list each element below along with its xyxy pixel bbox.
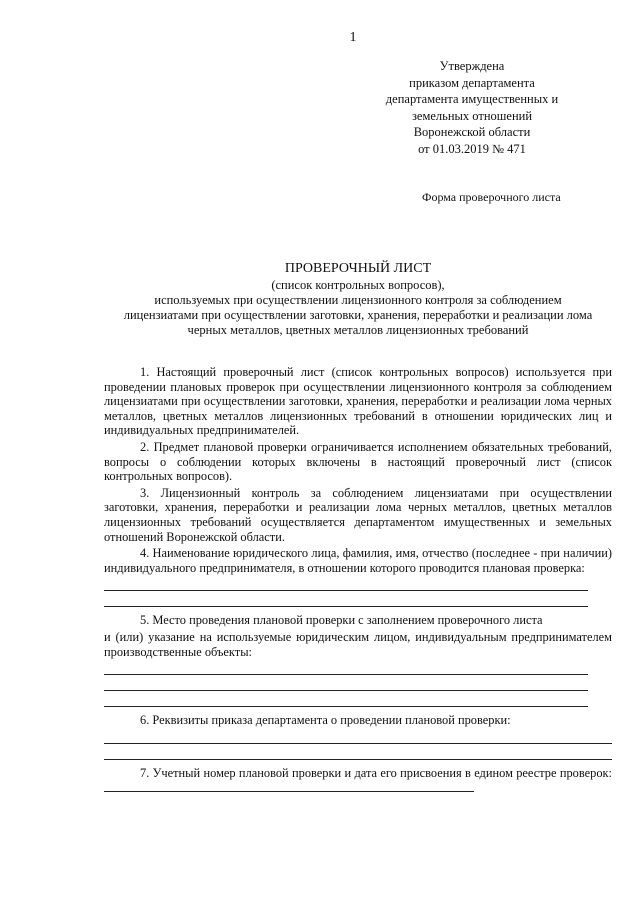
fill-line[interactable]	[104, 593, 588, 607]
fill-line[interactable]	[104, 661, 588, 675]
registry-number-field[interactable]	[104, 780, 474, 792]
paragraph-2: 2. Предмет плановой проверки ограничивается исполнением обязательных требований, вопросы о соблюдении которых включены в настоящий проверочный лист (список контрольных вопросов).	[104, 439, 612, 484]
approval-line: земельных отношений	[411, 108, 533, 123]
fill-line[interactable]	[104, 693, 588, 707]
paragraph-1: 1. Настоящий проверочный лист (список контрольных вопросов) используется при проведении плановых проверок при осуществлении лицензионного контроля за соблюдением лицензиатами при осуществлении заготовки, хранения, переработки и реализации лома черных металлов, цветных металлов лицензионных требований в отношении юридических лиц и индивидуальных предпринимателей.	[104, 365, 612, 438]
form-label: Форма проверочного листа	[422, 190, 561, 204]
paragraph-7	[104, 766, 612, 796]
paragraph-5-head: 5. Место проведения плановой проверки с заполнением проверочного листа	[140, 613, 543, 628]
approval-line: от 01.03.2019 № 471	[418, 141, 526, 156]
approval-line: Воронежской области	[413, 125, 531, 139]
title-main: ПРОВЕРОЧНЫЙ ЛИСТ	[284, 261, 432, 276]
fill-line[interactable]	[104, 746, 612, 760]
title-line: черных металлов, цветных металлов лицензионных требований	[187, 323, 529, 337]
fill-line[interactable]	[104, 577, 588, 591]
title-line: лицензиатами при осуществлении заготовки, хранения, переработки и реализации лома	[123, 308, 593, 322]
document-body	[104, 365, 612, 798]
title-sub: (список контрольных вопросов),	[271, 278, 445, 292]
fill-line[interactable]	[104, 730, 612, 744]
approval-line: приказом департамента	[409, 75, 535, 90]
approval-stamp	[372, 58, 572, 157]
paragraph-4: 4. Наименование юридического лица, фамилия, имя, отчество (последнее - при наличии) индивидуального предпринимателя, в отношении которого проводится плановая проверка:	[104, 546, 612, 575]
paragraph-7-text: 7. Учетный номер плановой проверки и дата его присвоения в едином реестре проверок:	[140, 765, 612, 780]
paragraph-6: 6. Реквизиты приказа департамента о проведении плановой проверки:	[140, 713, 511, 728]
approval-line: департамента имущественных и	[385, 92, 559, 106]
paragraph-5-rest: и (или) указание на используемые юридическим лицом, индивидуальным предпринимателем производственные объекты:	[104, 629, 612, 659]
page-number: 1	[349, 30, 357, 45]
paragraph-3: 3. Лицензионный контроль за соблюдением лицензиатами при осуществлении заготовки, хранения, переработки и реализации лома черных металлов, цветных металлов лицензионных требований осуществляется департаментом имущественных и земельных отношений Воронежской области.	[104, 485, 612, 544]
fill-line[interactable]	[104, 677, 588, 691]
document-title	[104, 260, 612, 338]
approval-line: Утверждена	[439, 59, 505, 73]
title-line: используемых при осуществлении лицензионного контроля за соблюдением	[154, 293, 562, 307]
